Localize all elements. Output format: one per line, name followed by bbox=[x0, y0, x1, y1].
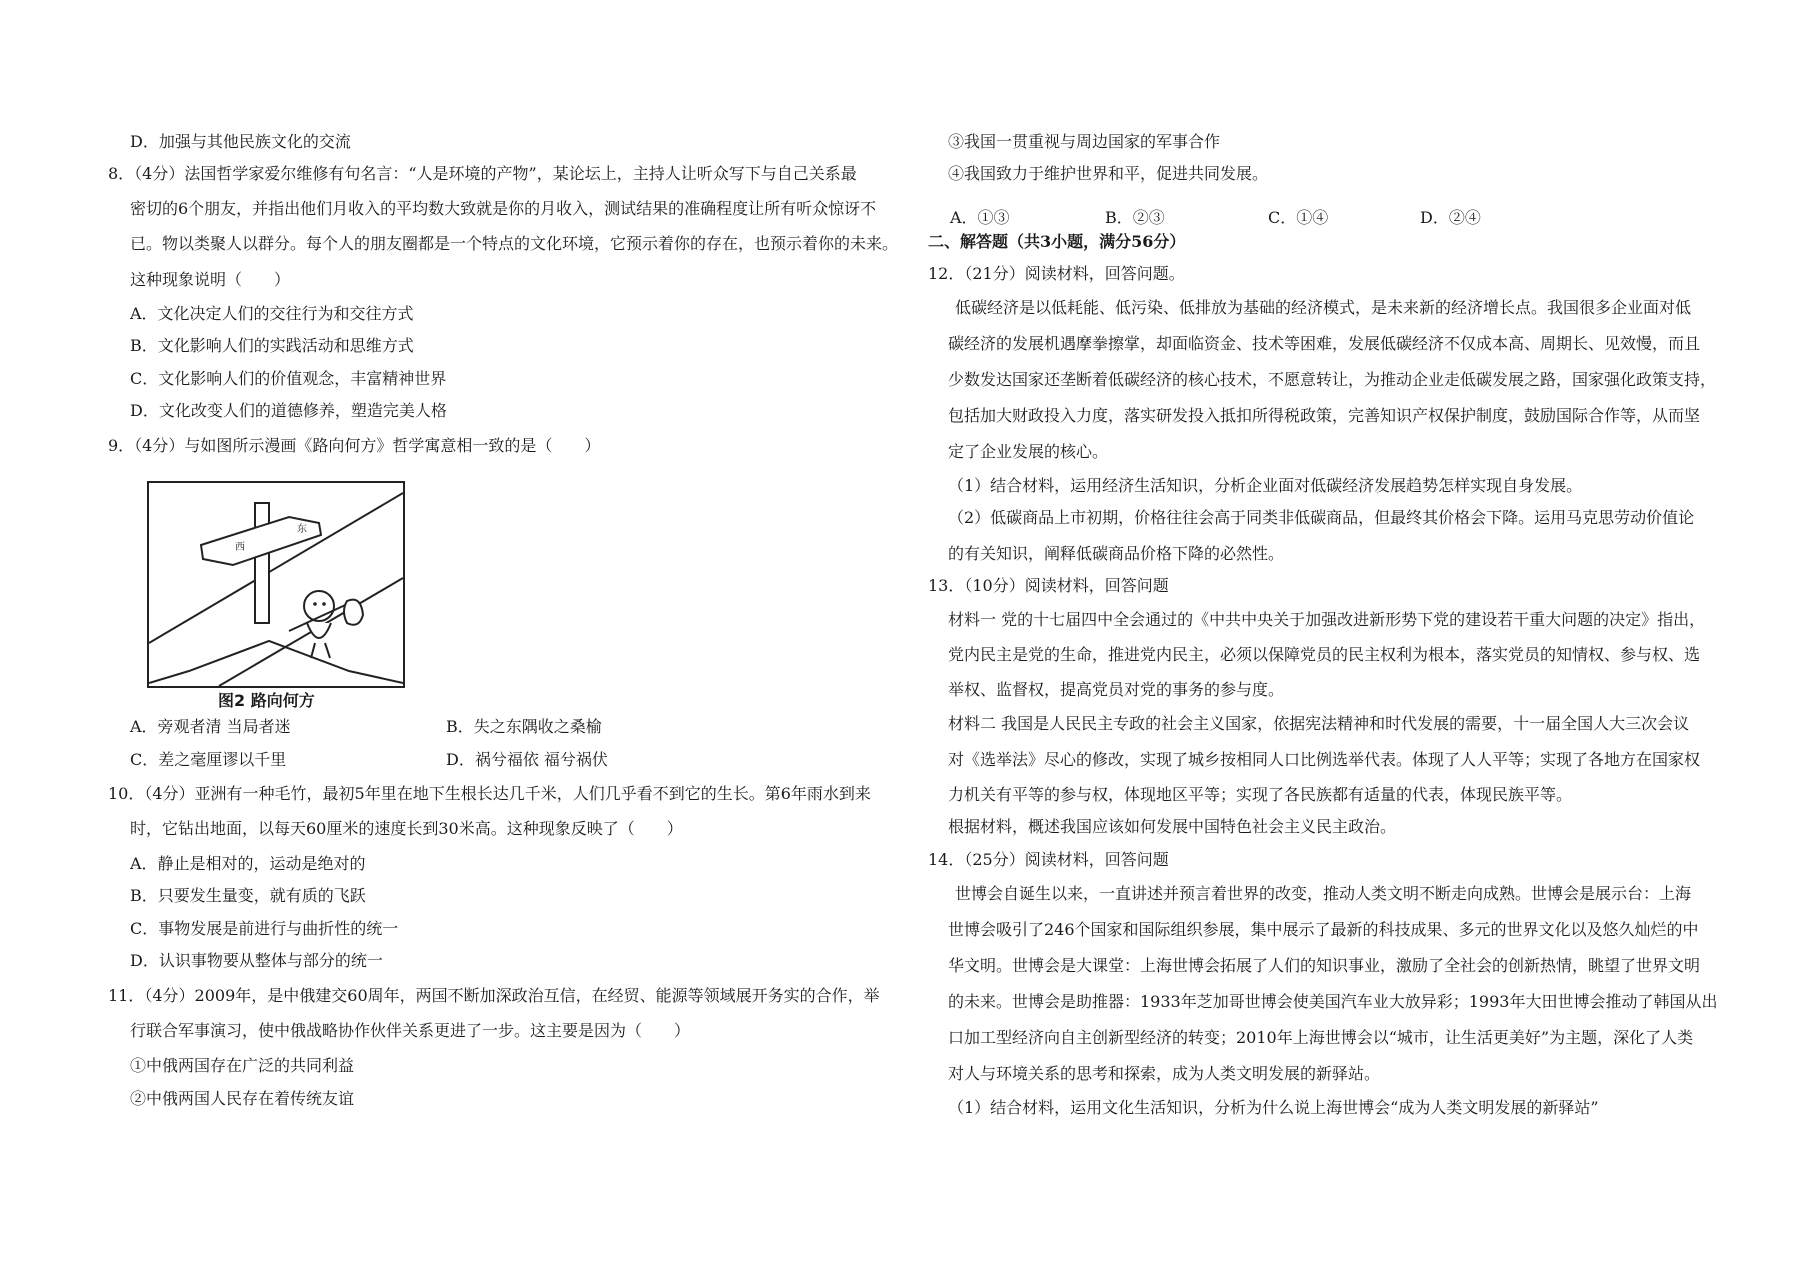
left-line: C．差之毫厘谬以千里 bbox=[130, 750, 287, 769]
left-line: D．祸兮福依 福兮祸伏 bbox=[446, 750, 608, 769]
right-line: 口加工型经济向自主创新型经济的转变；2010年上海世博会以“城市，让生活更美好”为主题，深化了人类 bbox=[948, 1028, 1694, 1047]
right-line: 碳经济的发展机遇摩拳擦掌，却面临资金、技术等困难，发展低碳经济不仅成本高、周期长、见效慢，而且 bbox=[948, 334, 1701, 353]
q11-options bbox=[950, 208, 1650, 230]
right-line: 党内民主是党的生命，推进党内民主，必须以保障党员的民主权利为根本，落实党员的知情权、参与权、选 bbox=[948, 645, 1701, 664]
q11-option: C．①④ bbox=[1268, 208, 1329, 227]
right-line: 世博会自诞生以来，一直讲述并预言着世界的改变，推动人类文明不断走向成熟。世博会是展示台：上海 bbox=[955, 884, 1692, 903]
right-line: 12．（21分）阅读材料，回答问题。 bbox=[928, 264, 1185, 283]
left-line: B．失之东隅收之桑榆 bbox=[446, 717, 602, 736]
right-line: 根据材料，概述我国应该如何发展中国特色社会主义民主政治。 bbox=[948, 817, 1397, 836]
right-line: 二、解答题（共3小题，满分56分） bbox=[928, 232, 1186, 251]
right-line: 举权、监督权，提高党员对党的事务的参与度。 bbox=[948, 680, 1285, 699]
left-line: 11．（4分）2009年，是中俄建交60周年，两国不断加深政治互信，在经贸、能源等领域展开务实的合作，举 bbox=[108, 986, 880, 1005]
left-line: 已。物以类聚人以群分。每个人的朋友圈都是一个特点的文化环境，它预示着你的存在，也预示着你的未来。 bbox=[130, 234, 899, 253]
right-line: 低碳经济是以低耗能、低污染、低排放为基础的经济模式，是未来新的经济增长点。我国很多企业面对低 bbox=[955, 298, 1692, 317]
sign-right-label: 东 bbox=[297, 524, 307, 535]
right-line: 定了企业发展的核心。 bbox=[948, 442, 1109, 461]
right-line: ④我国致力于维护世界和平，促进共同发展。 bbox=[948, 164, 1269, 183]
cartoon-drawing bbox=[149, 483, 403, 686]
left-line: D．文化改变人们的道德修养，塑造完美人格 bbox=[130, 401, 447, 420]
left-line: D．认识事物要从整体与部分的统一 bbox=[130, 951, 383, 970]
left-line: 9．（4分）与如图所示漫画《路向何方》哲学寓意相一致的是（ ） bbox=[108, 436, 601, 455]
right-line: 的有关知识，阐释低碳商品价格下降的必然性。 bbox=[948, 544, 1285, 563]
right-line: ③我国一贯重视与周边国家的军事合作 bbox=[948, 132, 1221, 151]
left-line: 8．（4分）法国哲学家爱尔维修有句名言：“人是环境的产物”，某论坛上，主持人让听众写下与自己关系最 bbox=[108, 164, 857, 183]
right-line: 包括加大财政投入力度，落实研发投入抵扣所得税政策，完善知识产权保护制度，鼓励国际合作等，从而坚 bbox=[948, 406, 1701, 425]
right-line: （1）结合材料，运用经济生活知识，分析企业面对低碳经济发展趋势怎样实现自身发展。 bbox=[948, 476, 1583, 495]
left-line: 时，它钻出地面，以每天60厘米的速度长到30米高。这种现象反映了（ ） bbox=[130, 819, 683, 838]
right-line: 的未来。世博会是助推器：1933年芝加哥世博会使美国汽车业大放异彩；1993年大田世博会推动了韩国从出 bbox=[948, 992, 1718, 1011]
left-line: ①中俄两国存在广泛的共同利益 bbox=[130, 1056, 355, 1075]
left-line: C．文化影响人们的价值观念，丰富精神世界 bbox=[130, 369, 447, 388]
q11-option: A．①③ bbox=[950, 208, 1010, 227]
right-line: （1）结合材料，运用文化生活知识，分析为什么说上海世博会“成为人类文明发展的新驿站” bbox=[948, 1098, 1599, 1117]
cartoon-figure bbox=[147, 481, 405, 688]
left-line: B．文化影响人们的实践活动和思维方式 bbox=[130, 336, 414, 355]
right-line: 材料一 党的十七届四中全会通过的《中共中央关于加强改进新形势下党的建设若干重大问题的决定》指出， bbox=[948, 610, 1706, 629]
right-line: 华文明。世博会是大课堂：上海世博会拓展了人们的知识事业，激励了全社会的创新热情，眺望了世界文明 bbox=[948, 956, 1701, 975]
right-line: 少数发达国家还垄断着低碳经济的核心技术，不愿意转让，为推动企业走低碳发展之路，国家强化政策支持， bbox=[948, 370, 1717, 389]
right-line: 材料二 我国是人民民主专政的社会主义国家，依据宪法精神和时代发展的需要，十一届全国人大三次会议 bbox=[948, 714, 1690, 733]
left-line: A．文化决定人们的交往行为和交往方式 bbox=[130, 304, 414, 323]
q11-option: B．②③ bbox=[1105, 208, 1165, 227]
left-line: B．只要发生量变，就有质的飞跃 bbox=[130, 886, 366, 905]
figure-caption: 图2 路向何方 bbox=[218, 691, 315, 710]
left-line: D．加强与其他民族文化的交流 bbox=[130, 132, 351, 151]
left-line: 密切的6个朋友，并指出他们月收入的平均数大致就是你的月收入，测试结果的准确程度让所有听众惊讶不 bbox=[130, 199, 877, 218]
right-line: 13．（10分）阅读材料，回答问题 bbox=[928, 576, 1169, 595]
left-line: C．事物发展是前进行与曲折性的统一 bbox=[130, 919, 399, 938]
left-line: A．静止是相对的，运动是绝对的 bbox=[130, 854, 366, 873]
right-line: 14．（25分）阅读材料，回答问题 bbox=[928, 850, 1169, 869]
right-line: 对人与环境关系的思考和探索，成为人类文明发展的新驿站。 bbox=[948, 1064, 1381, 1083]
right-line: （2）低碳商品上市初期，价格往往会高于同类非低碳商品，但最终其价格会下降。运用马克思劳动价值论 bbox=[948, 508, 1695, 527]
left-line: 这种现象说明（ ） bbox=[130, 270, 291, 289]
left-line: A．旁观者清 当局者迷 bbox=[130, 717, 291, 736]
left-line: 行联合军事演习，使中俄战略协作伙伴关系更进了一步。这主要是因为（ ） bbox=[130, 1021, 691, 1040]
right-line: 对《选举法》尽心的修改，实现了城乡按相同人口比例选举代表。体现了人人平等；实现了各地方在国家权 bbox=[948, 750, 1701, 769]
right-line: 力机关有平等的参与权，体现地区平等；实现了各民族都有适量的代表，体现民族平等。 bbox=[948, 785, 1573, 804]
right-line: 世博会吸引了246个国家和国际组织参展，集中展示了最新的科技成果、多元的世界文化以及悠久灿烂的中 bbox=[948, 920, 1699, 939]
left-line: ②中俄两国人民存在着传统友谊 bbox=[130, 1089, 355, 1108]
q11-option: D．②④ bbox=[1420, 208, 1481, 227]
sign-left-label: 西 bbox=[235, 542, 245, 553]
left-line: 10．（4分）亚洲有一种毛竹，最初5年里在地下生根长达几千米，人们几乎看不到它的生长。第6年雨水到来 bbox=[108, 784, 871, 803]
